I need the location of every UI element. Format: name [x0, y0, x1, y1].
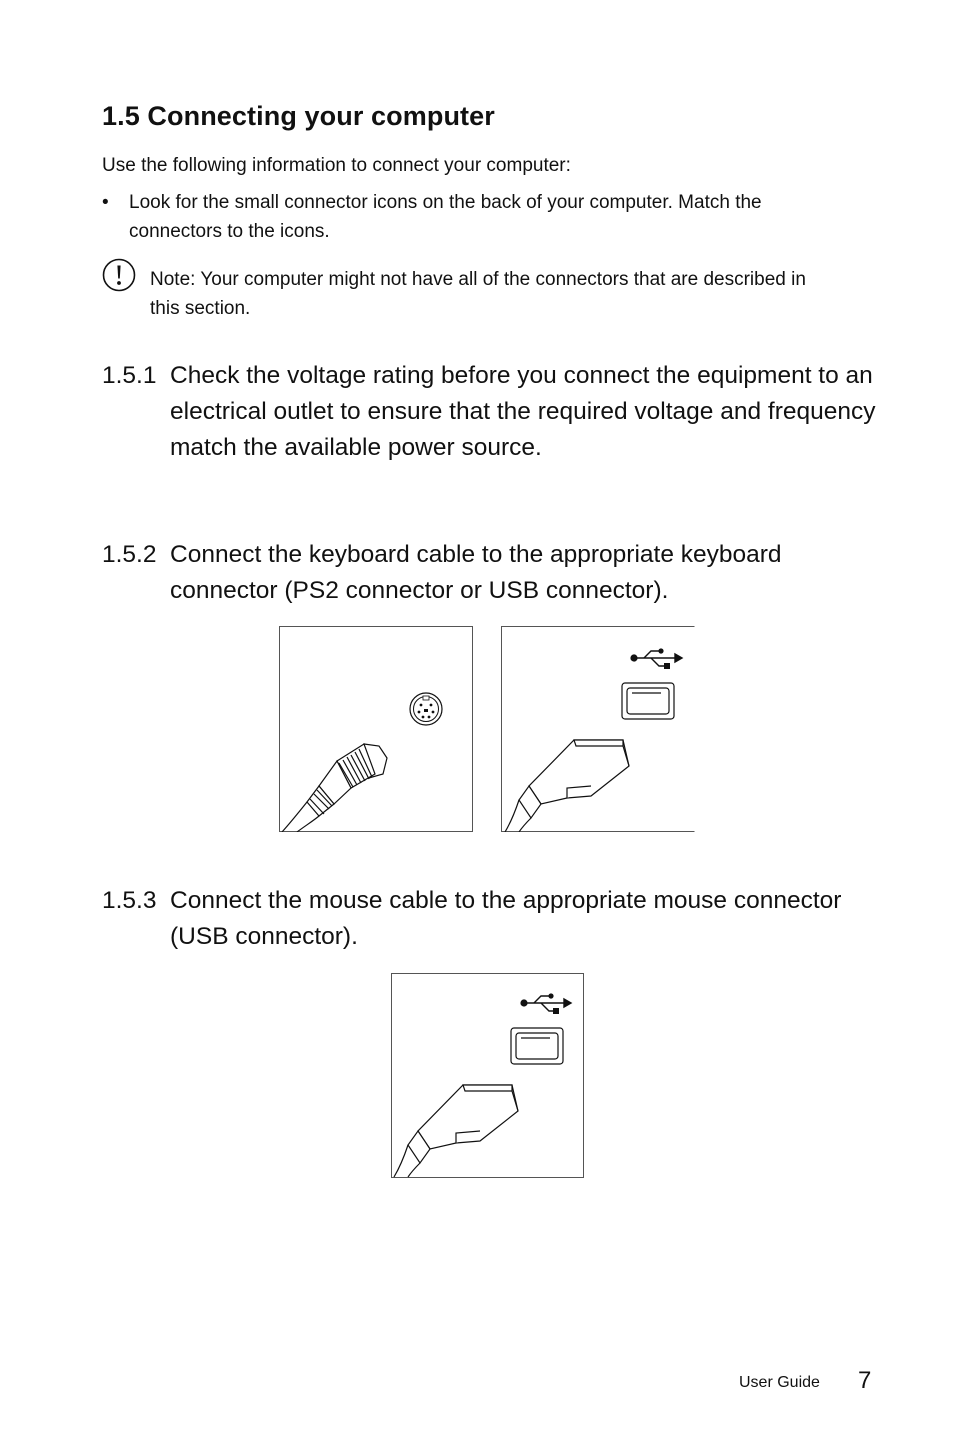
- exclamation-circle-icon: [102, 258, 136, 292]
- step-text: Connect the mouse cable to the appropriate mouse connector (USB connector).: [170, 887, 842, 950]
- bullet-text: Look for the small connector icons on the back of your computer. Match the connectors to the icons.: [129, 192, 762, 242]
- intro-text: Use the following information to connect your computer:: [102, 155, 571, 176]
- usb-connector-illustration: [501, 626, 695, 832]
- note-body: Your computer might not have all of the connectors that are described in this section.: [150, 269, 806, 319]
- footer-label: User Guide: [739, 1374, 820, 1391]
- step-text: Connect the keyboard cable to the appropriate keyboard connector (PS2 connector or USB connector).: [170, 541, 782, 604]
- ps2-port-icon: [410, 693, 442, 725]
- step-text: Check the voltage rating before you connect the equipment to an electrical outlet to ensure that the required voltage and frequency match the available power source.: [170, 362, 876, 461]
- step-number: 1.5.2: [102, 541, 157, 568]
- note-label: Note:: [150, 269, 196, 290]
- bullet-marker: •: [102, 192, 109, 213]
- usb-port: [622, 683, 674, 719]
- note-text: [150, 265, 840, 323]
- ps2-connector-illustration: [279, 626, 473, 832]
- usb-connector-illustration: [391, 973, 584, 1178]
- step-number: 1.5.3: [102, 887, 157, 914]
- page-number: 7: [858, 1367, 872, 1394]
- step-number: 1.5.1: [102, 362, 157, 389]
- page-title: 1.5 Connecting your computer: [102, 101, 495, 131]
- usb-port: [511, 1028, 563, 1064]
